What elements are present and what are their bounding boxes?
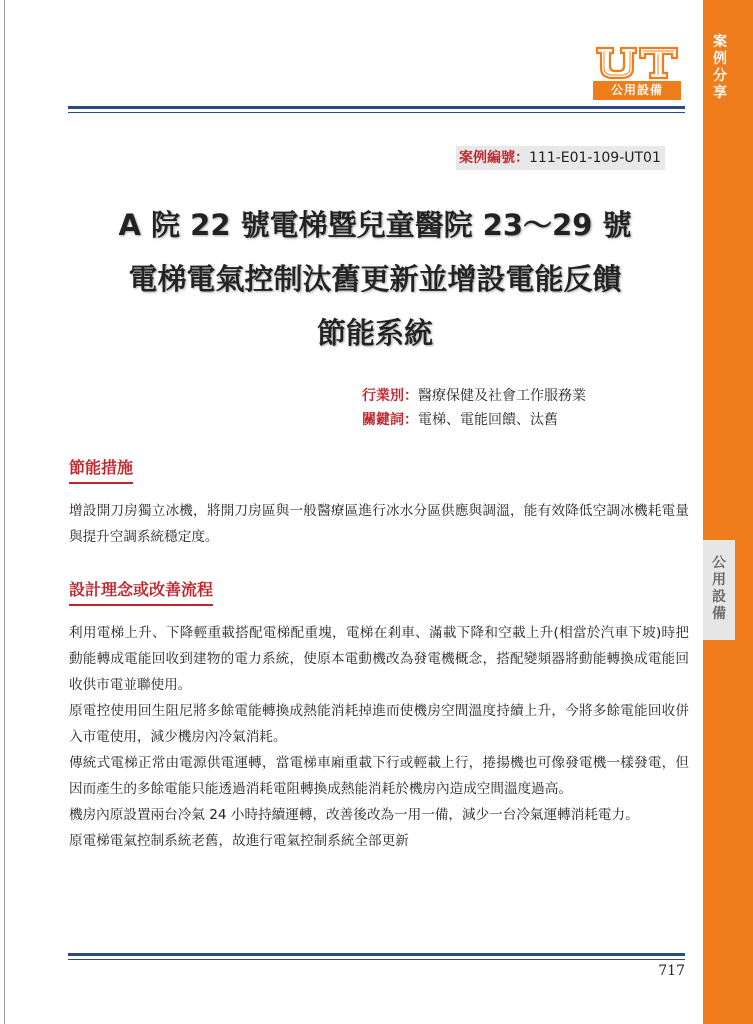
side-bar [703,0,753,1024]
design-paragraph: 原電梯電氣控制系統老舊，故進行電氣控制系統全部更新 [69,833,409,849]
case-number-label: 案例編號： [459,150,529,166]
side-tab-case-share[interactable]: 案例分享 [713,34,727,101]
side-tab-utility[interactable]: 公用設備 [712,555,726,622]
header-rule [68,106,685,109]
industry-row [362,386,586,406]
measures-paragraph: 增設開刀房獨立冰機，將開刀房區與一般醫療區進行冰水分區供應與調溫，能有效降低空調冰機耗電量與提升空調系統穩定度。 [69,503,689,545]
ut-logo-icon [593,44,681,80]
industry-label: 行業別： [362,388,418,404]
design-paragraph: 利用電梯上升、下降輕重載搭配電梯配重塊，電梯在剎車、滿載下降和空載上升(相當於汽車下坡)時把動能轉成電能回收到建物的電力系統，使原本電動機改為發電機概念，搭配變頻器將動能轉換成電能回收供市電並聯使用。 [69,625,689,693]
design-paragraph: 傳統式電梯正常由電源供電運轉，當電梯車廂重載下行或輕載上行，捲揚機也可像發電機一樣發電，但因而產生的多餘電能只能透過消耗電阻轉換成熱能消耗於機房內造成空間溫度過高。 [69,755,689,797]
keywords-value: 電梯、電能回饋、汰舊 [418,412,558,428]
industry-value: 醫療保健及社會工作服務業 [418,388,586,404]
ut-logo [593,44,681,97]
page-left-border [4,0,5,1024]
logo-label: 公用設備 [593,81,681,100]
keywords-row [362,410,558,430]
section-heading-measures: 節能措施 [69,458,133,484]
keywords-label: 關鍵詞： [362,412,418,428]
footer-rule [68,953,685,956]
title-line: A 院 22 號電梯暨兒童醫院 23～29 號 [118,208,632,242]
title-line: 電梯電氣控制汰舊更新並增設電能反饋 [128,262,622,296]
header-rule-thin [68,112,685,113]
design-paragraph: 機房內原設置兩台冷氣 24 小時持續運轉，改善後改為一用一備，減少一台冷氣運轉消耗電力。 [69,807,639,823]
design-paragraph: 原電控使用回生阻尼將多餘電能轉換成熱能消耗掉進而使機房空間溫度持續上升，今將多餘電能回收併入市電使用，減少機房內冷氣消耗。 [69,703,689,745]
page-title [60,198,690,360]
page-number: 717 [658,963,685,979]
case-number [456,146,665,170]
section-heading-design: 設計理念或改善流程 [69,580,213,606]
design-paragraphs [69,620,689,854]
footer-rule-thin [68,959,685,960]
case-number-value: 111-E01-109-UT01 [529,150,661,166]
title-line: 節能系統 [316,316,433,350]
